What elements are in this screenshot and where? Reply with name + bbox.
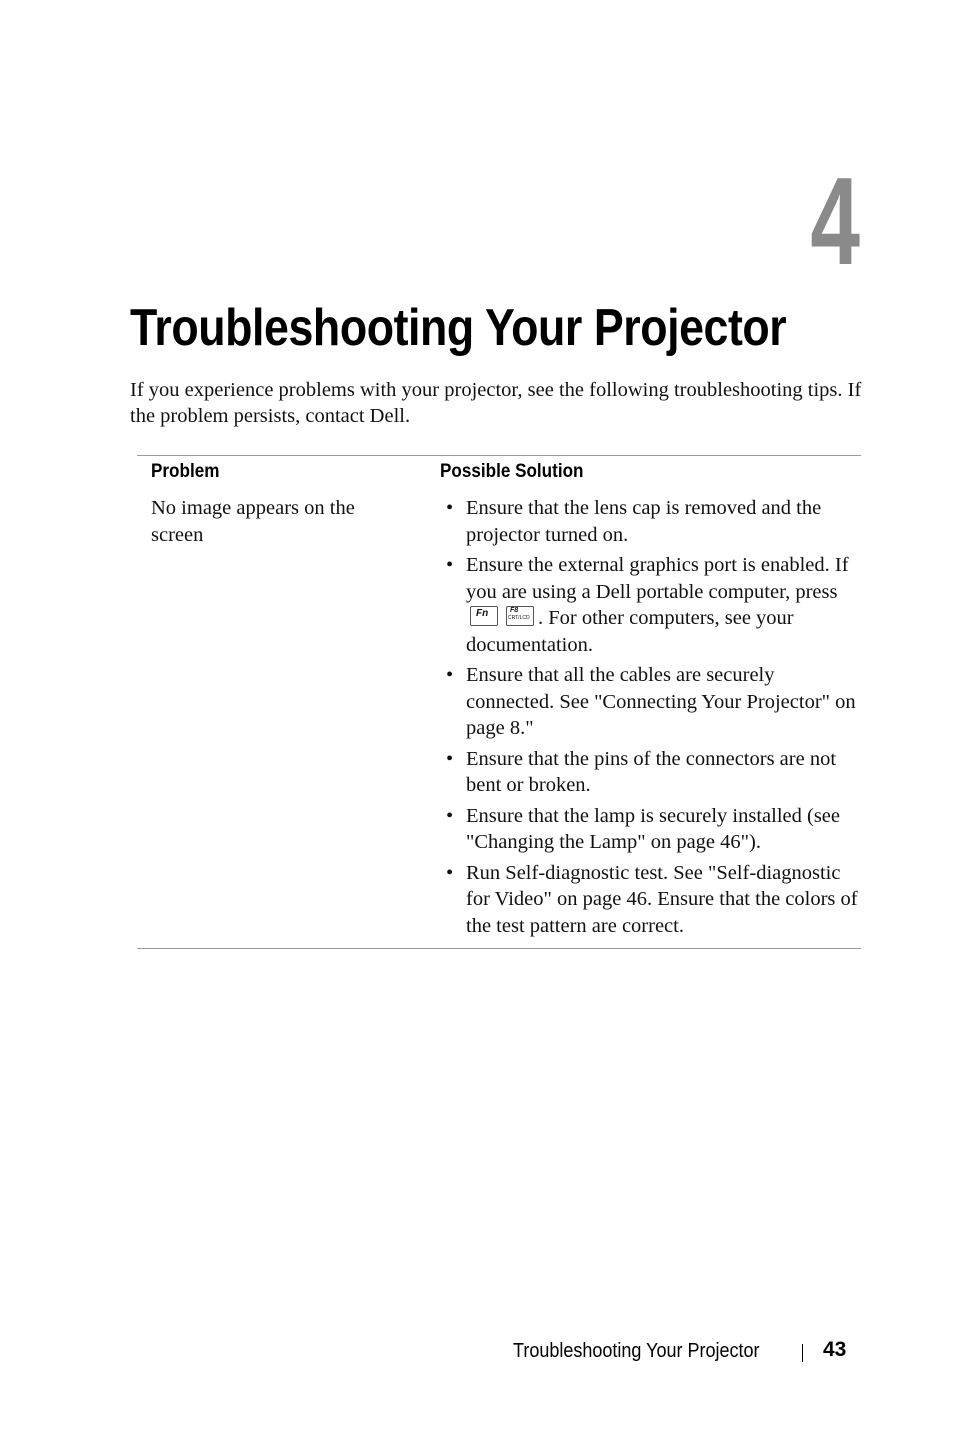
- solution-item: [444, 860, 864, 940]
- bullet-icon: •: [446, 804, 454, 827]
- fn-key-icon: [470, 606, 498, 626]
- header-possible-solution: Possible Solution: [440, 461, 584, 482]
- page-title: Troubleshooting Your Projector: [130, 299, 787, 357]
- solution-text: Ensure that all the cables are securely connected. See "Connecting Your Projector" on page 8.": [466, 664, 856, 739]
- solution-item: [444, 662, 864, 742]
- bullet-icon: •: [446, 747, 454, 770]
- footer-chapter-title: Troubleshooting Your Projector: [513, 1340, 760, 1362]
- bullet-icon: •: [446, 664, 454, 686]
- table-bottom-rule: [137, 948, 861, 949]
- page-number: 43: [823, 1338, 847, 1361]
- solution-text: Ensure that the lens cap is removed and the projector turned on.: [466, 497, 822, 546]
- header-problem: Problem: [151, 461, 220, 482]
- chapter-number: 4: [810, 153, 860, 291]
- solution-text-after: . For other computers, see your documentation.: [466, 607, 794, 656]
- solution-text: Ensure that the lamp is securely installed (see "Changing the Lamp" on page 46").: [466, 804, 841, 853]
- solution-text-before: Ensure the external graphics port is enabled. If you are using a Dell portable computer, press: [466, 554, 849, 603]
- bullet-icon: •: [446, 554, 454, 576]
- bullet-icon: •: [446, 861, 454, 884]
- bullet-icon: •: [446, 497, 454, 519]
- solution-text: Ensure that the pins of the connectors are not bent or broken.: [466, 747, 837, 796]
- solution-list: [444, 495, 864, 943]
- solution-item: [444, 552, 864, 658]
- footer-separator: [802, 1344, 803, 1362]
- solution-item: [444, 746, 864, 799]
- solution-text: Run Self-diagnostic test. See "Self-diagnostic for Video" on page 46. Ensure that the colors of the test pattern are correct.: [466, 861, 858, 937]
- problem-cell: No image appears on the screen: [151, 497, 355, 546]
- f8-crt-lcd-key-icon: [506, 606, 534, 626]
- solution-item: [444, 803, 864, 856]
- intro-paragraph: If you experience problems with your projector, see the following troubleshooting tips. If the problem persists, contact Dell.: [130, 379, 862, 427]
- solution-item: [444, 495, 864, 548]
- table-top-rule: [137, 455, 861, 456]
